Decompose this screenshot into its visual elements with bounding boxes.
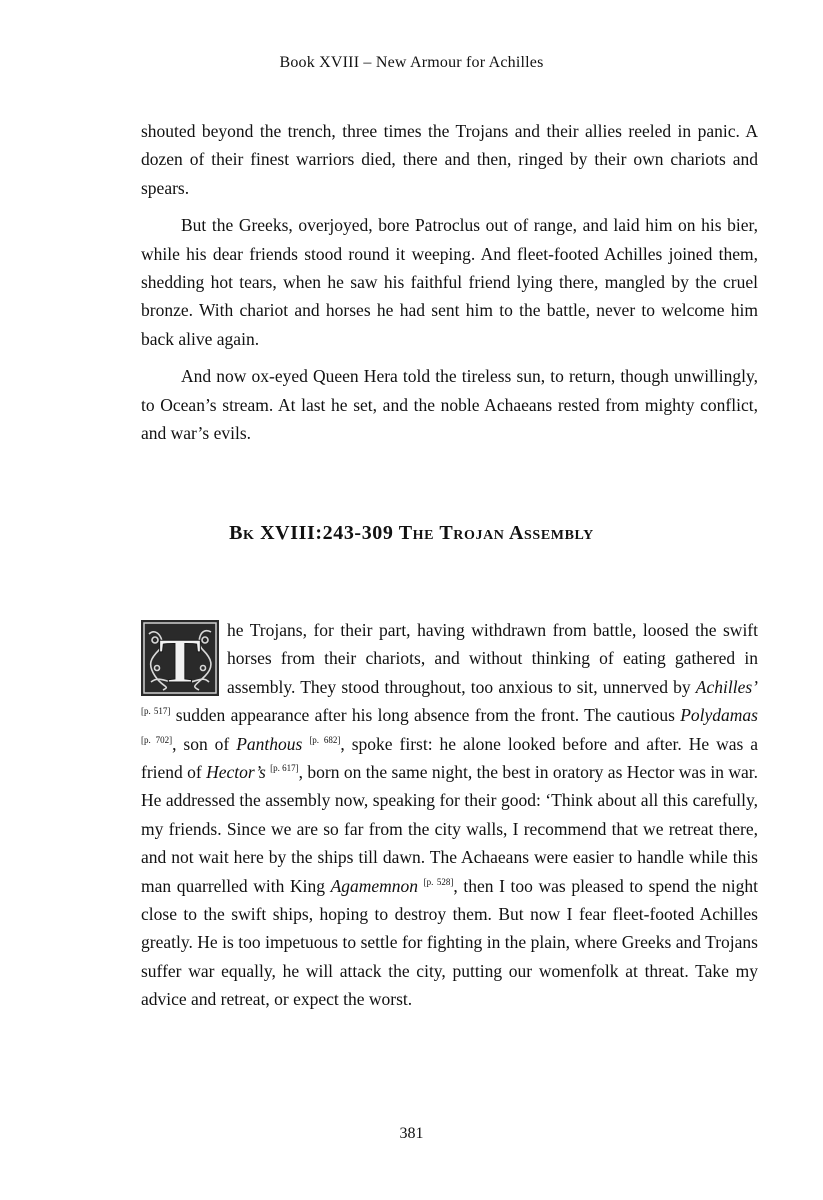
page-reference: [p. 528]: [423, 876, 454, 887]
upper-text-block: [141, 117, 758, 456]
person-name: Agamemnon: [330, 875, 419, 896]
paragraph: And now ox-eyed Queen Hera told the tireless sun, to return, though unwillingly, to Ocean’s stream. At last he set, and the noble Achaeans rested from mighty conflict, and war’s evils.: [141, 366, 758, 444]
svg-text:T: T: [158, 625, 202, 696]
page-number: 381: [399, 1125, 424, 1142]
person-name: Hector’s: [206, 762, 266, 783]
page-reference: [p. 517]: [141, 706, 171, 717]
page-reference: [p. 702]: [141, 734, 173, 745]
person-name: Panthous: [236, 733, 303, 754]
running-head: Book XVIII – New Armour for Achilles: [279, 54, 544, 71]
paragraph: But the Greeks, overjoyed, bore Patroclus out of range, and laid him on his bier, while his dear friends stood round it weeping. And fleet-footed Achilles joined them, shedding hot tears, when he saw his faithful friend lying there, mangled by the cruel bronze. With chariot and horses he had sent him to the battle, never to welcome him back alive again.: [141, 215, 758, 349]
person-name: Polydamas: [680, 705, 758, 726]
page-reference: [p. 682]: [309, 734, 341, 745]
ornamental-dropcap-icon: [141, 620, 219, 696]
section-title: Bk XVIII:243-309 The Trojan Assembly: [229, 522, 594, 544]
paragraph: shouted beyond the trench, three times the Trojans and their allies reeled in panic. A dozen of their finest warriors died, there and then, ringed by their own chariots and spears.: [141, 121, 758, 198]
person-name: Achilles’: [695, 676, 758, 697]
assembly-text-block: [141, 616, 758, 1023]
paragraph: T he Trojans, for their part, having withdrawn from battle, loosed the swift horses from their chariots, and without thinking of eating gathered in assembly. They stood throughout, too anxious to sit, unnerved by Achilles’ [p. 517] sudden appearance after his long absence from the front. The cautious Polydamas [p. 702], son of Panthous [p. 682], spoke first: he alone looked before and after. He was a friend of Hector’s [p. 617], born on the same night, the best in oratory as Hector was in war. He addressed the assembly now, speaking for their good: ‘Think about all this carefully, my friends. Since we are so far from the city walls, I recommend that we retreat there, and not wait here by the ships till dawn. The Achaeans were easier to handle while this man quarrelled with King Agamemnon [p. 528], then I too was pleased to spend the night close to the swift ships, hoping to destroy them. But now I fear fleet-footed Achilles greatly. He is too impetuous to settle for fighting in the plain, where Greeks and Trojans suffer war equally, he will attack the city, putting our womenfolk at threat. Take my advice and retreat, or expect the worst.: [141, 620, 759, 1010]
page-reference: [p. 617]: [270, 763, 299, 774]
